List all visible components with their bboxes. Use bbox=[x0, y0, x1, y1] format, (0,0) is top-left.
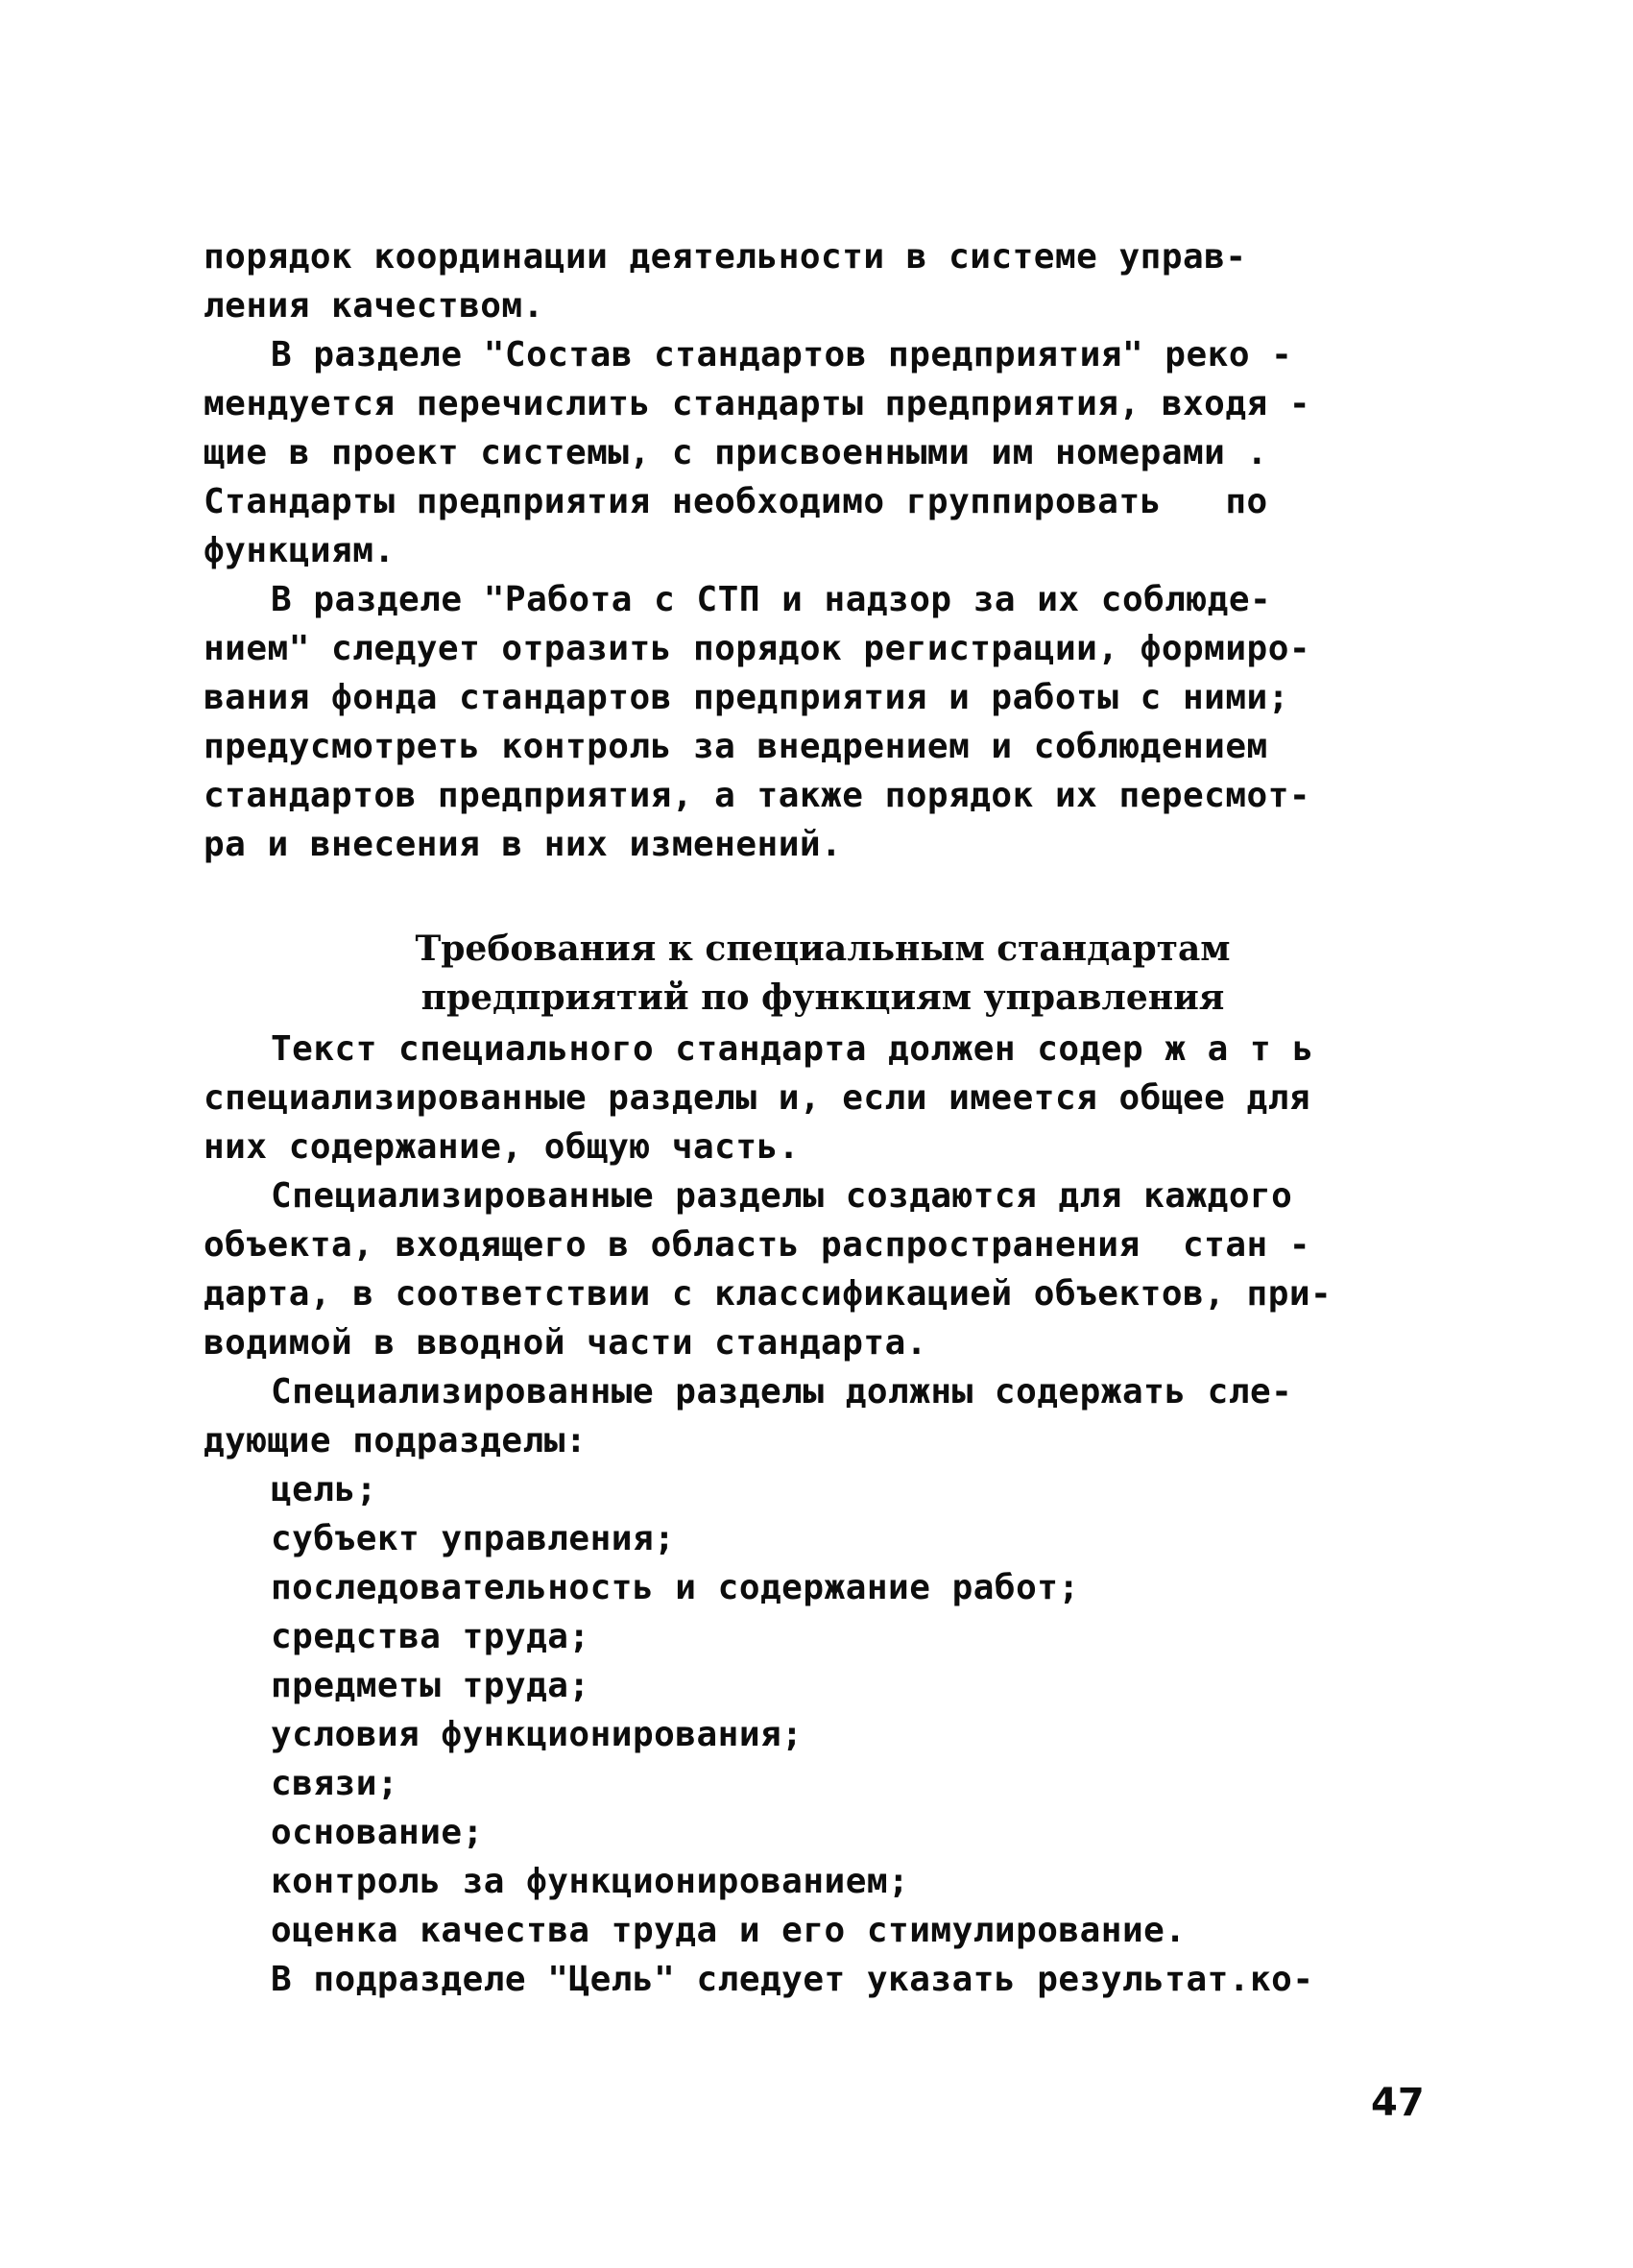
list-item: последовательность и содержание работ; bbox=[271, 1568, 1080, 1607]
text-line: функциям. bbox=[204, 531, 396, 570]
list-item: цель; bbox=[271, 1470, 377, 1509]
paragraph-special-standard-text bbox=[204, 1025, 1442, 1171]
text-line: них содержание, общую часть. bbox=[204, 1127, 800, 1167]
paragraph-goal-subsection bbox=[204, 1955, 1442, 2004]
text-line: дующие подразделы: bbox=[204, 1421, 588, 1460]
text-line: Специализированные разделы должны содержать сле- bbox=[271, 1372, 1293, 1411]
paragraph-stp-supervision bbox=[204, 575, 1442, 869]
text-line: нием" следует отразить порядок регистрации, формиро- bbox=[204, 629, 1311, 668]
list-item: основание; bbox=[271, 1813, 484, 1852]
list-item: контроль за функционированием; bbox=[271, 1862, 910, 1901]
list-item: связи; bbox=[271, 1764, 399, 1803]
paragraph-specialized-sections bbox=[204, 1171, 1442, 1367]
text-line: водимой в вводной части стандарта. bbox=[204, 1323, 927, 1363]
list-item: оценка качества труда и его стимулирование. bbox=[271, 1911, 1187, 1950]
list-item: условия функционирования; bbox=[271, 1715, 804, 1754]
page-number: 47 bbox=[1371, 2081, 1425, 2125]
heading-line: предприятий по функциям управления bbox=[420, 977, 1225, 1018]
text-line: стандартов предприятия, а также порядок их пересмот- bbox=[204, 776, 1311, 815]
text-line: дарта, в соответствии с классификацией объектов, при- bbox=[204, 1274, 1333, 1314]
text-line: В разделе "Работа с СТП и надзор за их соблюде- bbox=[271, 580, 1272, 619]
text-line: специализированные разделы и, если имеется общее для bbox=[204, 1078, 1311, 1118]
paragraph-standards-composition bbox=[204, 330, 1442, 575]
text-line: В подразделе "Цель" следует указать результат.ко- bbox=[271, 1960, 1314, 1999]
text-line: В разделе "Состав стандартов предприятия" реко - bbox=[271, 335, 1293, 374]
text-line: Специализированные разделы создаются для каждого bbox=[271, 1176, 1293, 1216]
text-line: порядок координации деятельности в системе управ- bbox=[204, 237, 1247, 277]
text-line: Стандарты предприятия необходимо группировать по bbox=[204, 482, 1268, 521]
text-line: предусмотреть контроль за внедрением и соблюдением bbox=[204, 727, 1268, 766]
list-item: средства труда; bbox=[271, 1617, 590, 1656]
text-line: объекта, входящего в область распространения стан - bbox=[204, 1225, 1311, 1265]
text-line: щие в проект системы, с присвоенными им номерами . bbox=[204, 433, 1268, 472]
paragraph-subsections-intro bbox=[204, 1367, 1442, 1465]
body-text bbox=[204, 232, 1442, 2004]
section-heading bbox=[204, 925, 1442, 1023]
text-line: вания фонда стандартов предприятия и работы с ними; bbox=[204, 678, 1289, 717]
paragraph-coordination-continuation bbox=[204, 232, 1442, 330]
text-line: ления качеством. bbox=[204, 286, 544, 326]
text-line: ра и внесения в них изменений. bbox=[204, 825, 843, 864]
text-line: мендуется перечислить стандарты предприятия, входя - bbox=[204, 384, 1311, 423]
text-line: Текст специального стандарта должен содер ж а т ь bbox=[271, 1029, 1314, 1069]
subsection-list bbox=[204, 1465, 1442, 1955]
list-item: предметы труда; bbox=[271, 1666, 590, 1705]
heading-line: Требования к специальным стандартам bbox=[415, 929, 1231, 969]
list-item: субъект управления; bbox=[271, 1519, 676, 1558]
